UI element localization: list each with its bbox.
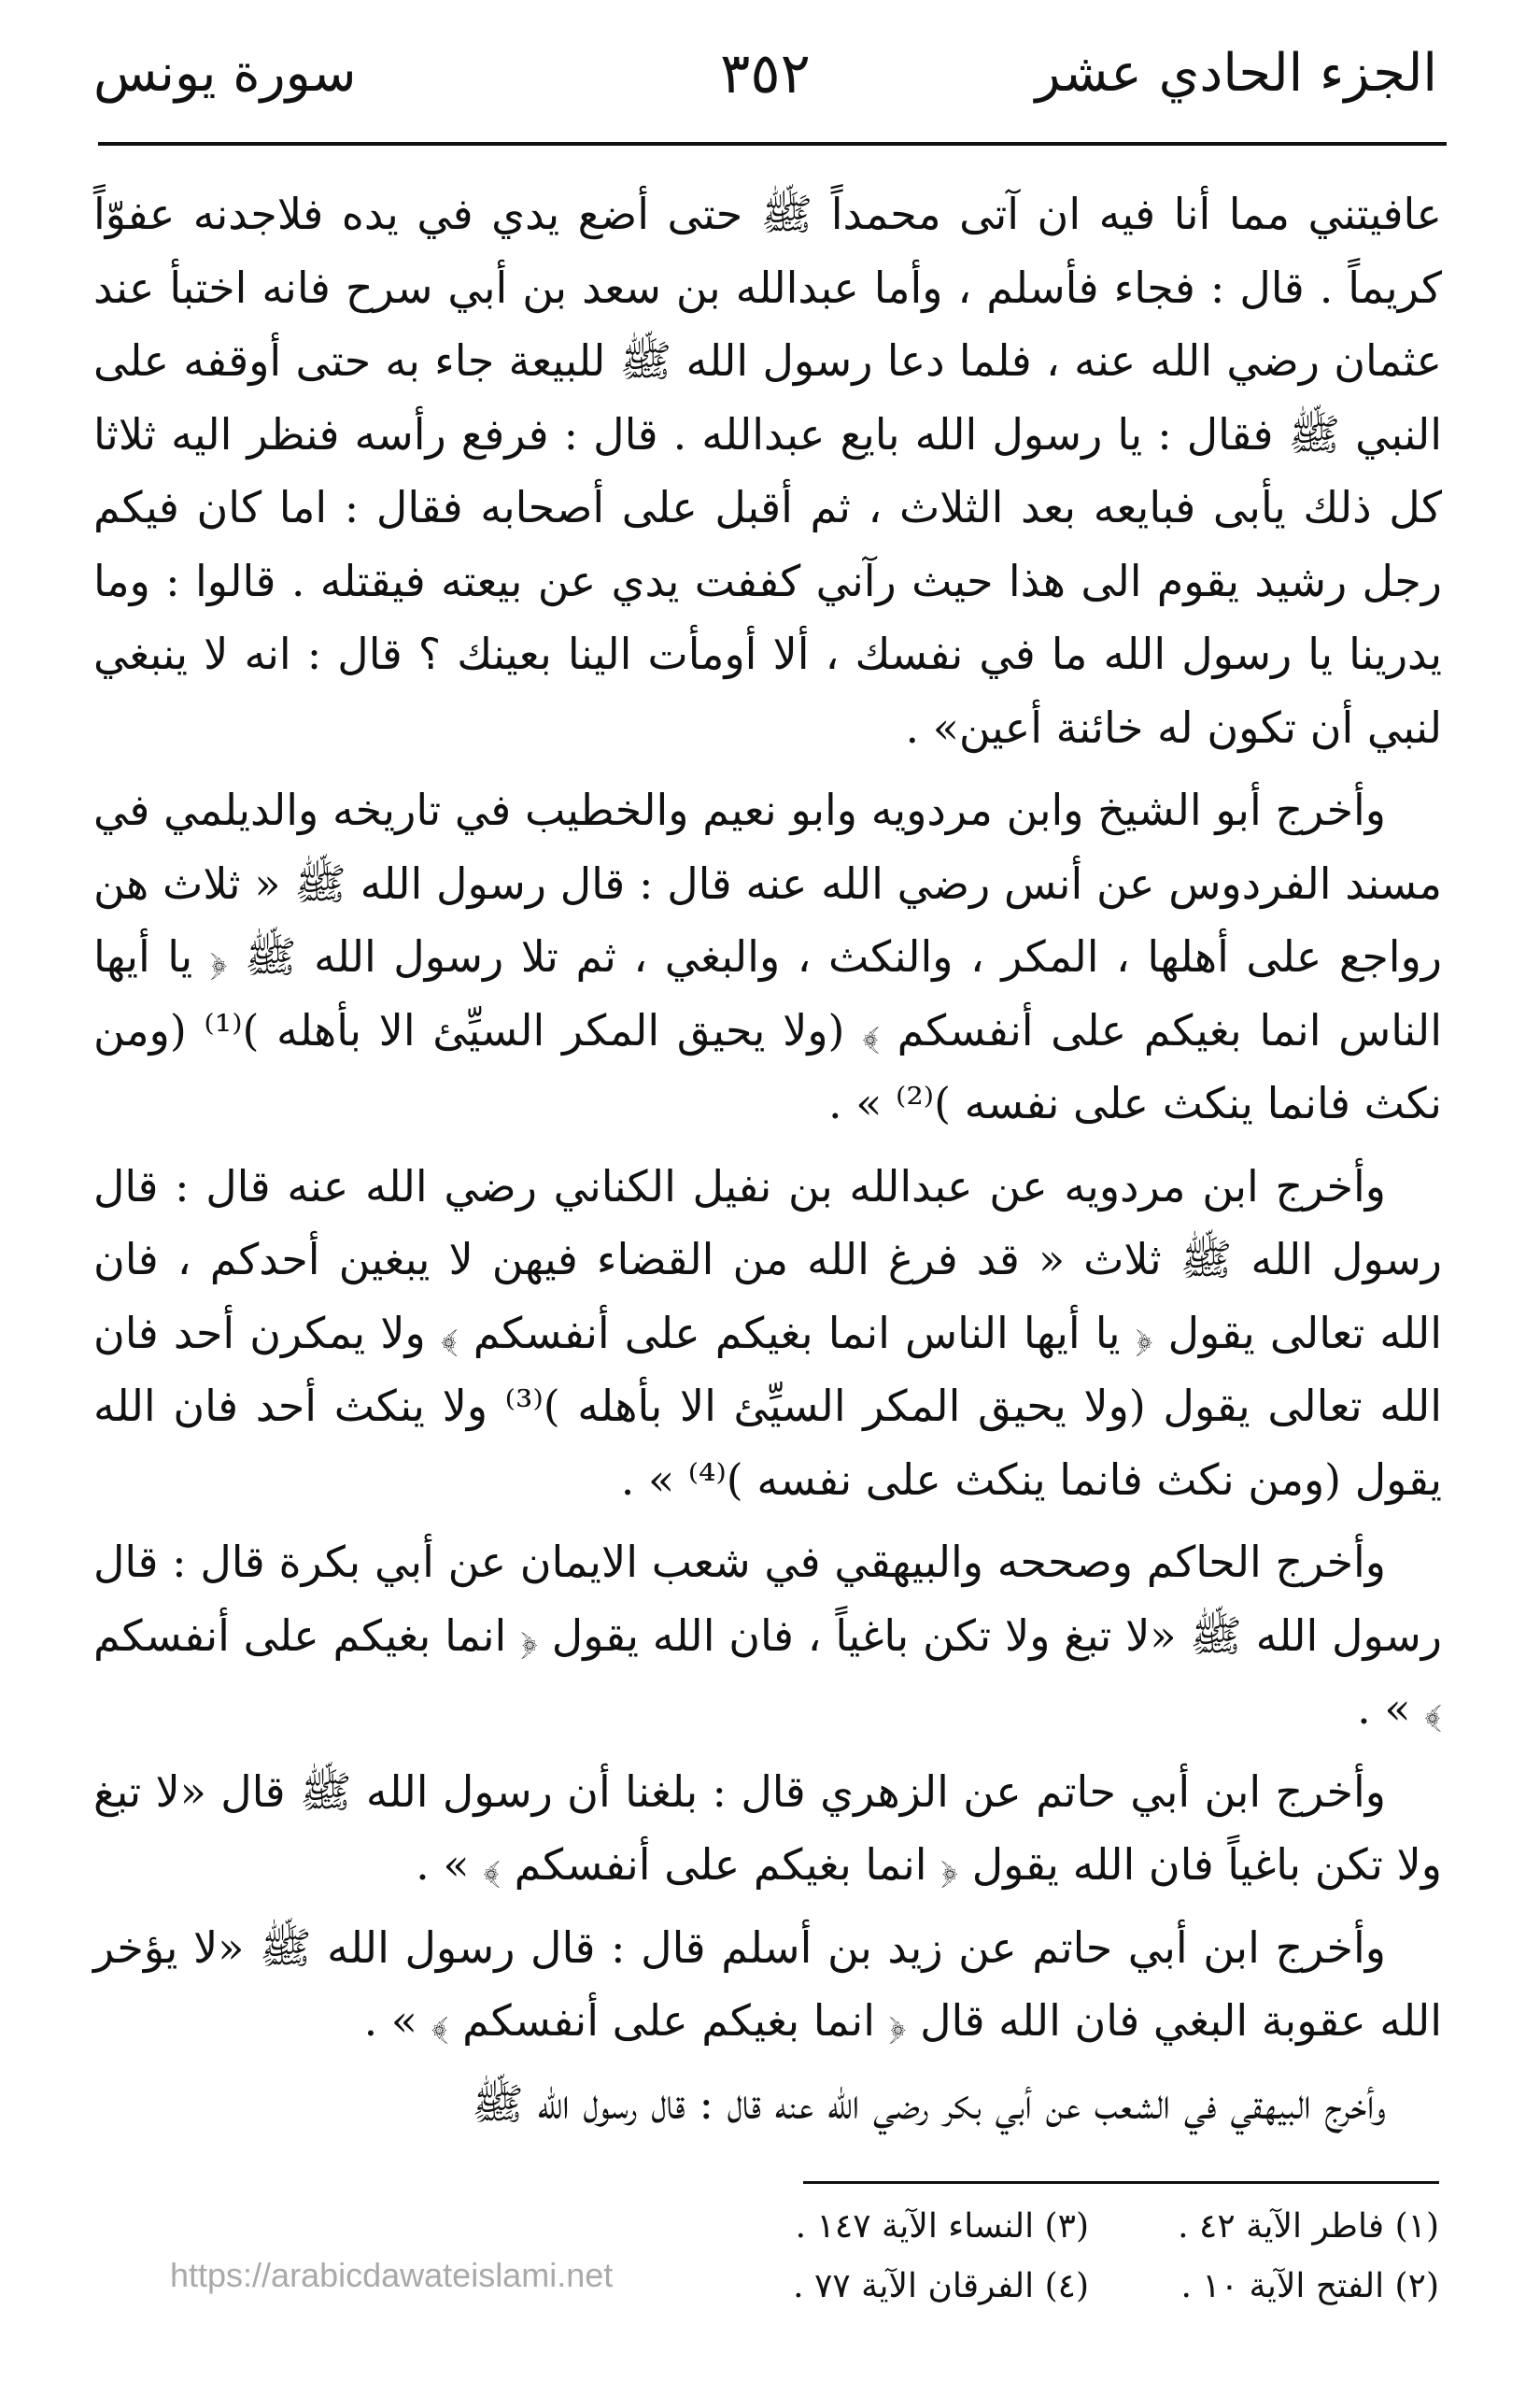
main-text [93,177,1442,2149]
page-number: ٣٥٢ [720,41,811,106]
paragraph-6: وأخرج ابن أبي حاتم عن زيد بن أسلم قال : قال رسول الله ﷺ «لا يؤخر الله عقوبة البغي فان الله قال ﴿ انما بغيكم على أنفسكم ﴾ » . [93,1921,1442,2046]
footnotes [767,2197,1439,2317]
paragraph-4: وأخرج الحاكم وصححه والبيهقي في شعب الايمان عن أبي بكرة قال : قال رسول الله ﷺ «لا تبغ ولا تكن باغياً ، فان الله يقول ﴿ انما بغيكم على أنفسكم ﴾ » . [93,1537,1442,1734]
juz-title: الجزء الحادي عشر [1035,43,1437,104]
header-divider [98,142,1447,146]
page-header [93,32,1437,116]
paragraph-1: عافيتني مما أنا فيه ان آتى محمداً ﷺ حتى أضع يدي في يده فلاجدنه عفوّاً كريماً . قال : فجاء فأسلم ، وأما عبدالله بن سعد بن أبي سرح فانه اختبأ عند عثمان رضي الله عنه ، فلما دعا رسول الله ﷺ للبيعة جاء به حتى أوقفه على النبي ﷺ فقال : يا رسول الله بايع عبدالله . قال : فرفع رأسه فنظر اليه ثلاثا كل ذلك يأبى فبايعه بعد الثلاث ، ثم أقبل على أصحابه فقال : اما كان فيكم رجل رشيد يقوم الى هذا حيث رآني كففت يدي عن بيعته فيقتله . قالوا : وما يدرينا يا رسول الله ما في نفسك ، ألا أومأت الينا بعينك ؟ قال : انه لا ينبغي لنبي أن تكون له خائنة أعين» . [93,189,1442,753]
footnote-1: (١) فاطر الآية ٤٢ . [1178,2207,1439,2246]
paragraph-2: وأخرج أبو الشيخ وابن مردويه وابو نعيم والخطيب في تاريخه والديلمي في مسند الفردوس عن أنس رضي الله عنه قال : قال رسول الله ﷺ « ثلاث هن رواجع على أهلها ، المكر ، والنكث ، والبغي ، ثم تلا رسول الله ﷺ ﴿ يا أيها الناس انما بغيكم على أنفسكم ﴾ (ولا يحيق المكر السيِّئ الا بأهله )⁽¹⁾ (ومن نكث فانما ينكث على نفسه )⁽²⁾ » . [93,785,1442,1128]
paragraph-7: وأخرج البيهقي في الشعب عن أبي بكر رضي الله عنه قال : قال رسول الله ﷺ [472,2077,1386,2129]
watermark-url: https://arabicdawateislami.net [170,2256,614,2294]
footnote-2: (٢) الفتح الآية ١٠ . [1180,2267,1439,2305]
surah-title: سورة يونس [93,43,357,104]
paragraph-5: وأخرج ابن أبي حاتم عن الزهري قال : بلغنا أن رسول الله ﷺ قال «لا تبغ ولا تكن باغياً فان الله يقول ﴿ انما بغيكم على أنفسكم ﴾ » . [93,1765,1442,1890]
footnote-4: (٤) الفرقان الآية ٧٧ . [793,2267,1089,2305]
paragraph-3: وأخرج ابن مردويه عن عبدالله بن نفيل الكناني رضي الله عنه قال : قال رسول الله ﷺ ثلاث « قد فرغ الله من القضاء فيهن لا يبغين أحدكم ، فان الله تعالى يقول ﴿ يا أيها الناس انما بغيكم على أنفسكم ﴾ ولا يمكرن أحد فان الله تعالى يقول (ولا يحيق المكر السيِّئ الا بأهله )⁽³⁾ ولا ينكث أحد فان الله يقول (ومن نكث فانما ينكث على نفسه )⁽⁴⁾ » . [93,1160,1442,1505]
footnote-divider [803,2181,1439,2184]
footnote-3: (٣) النساء الآية ١٤٧ . [795,2207,1089,2246]
